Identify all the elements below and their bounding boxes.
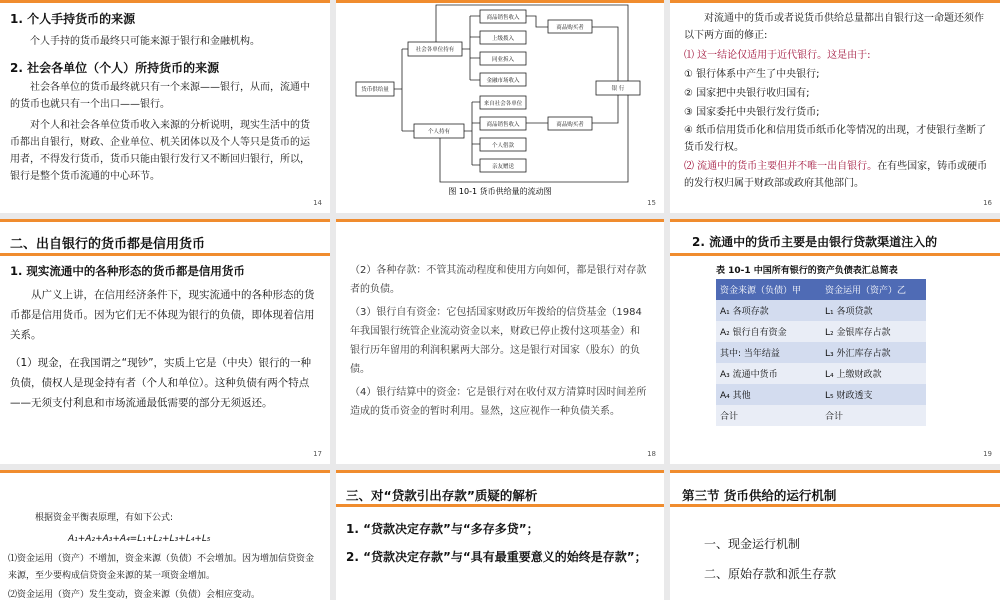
paragraph: ⑵资金运用（资产）发生变动，资金来源（负债）会相应变动。 — [8, 590, 261, 600]
list-item: 一、现金运行机制 — [704, 537, 801, 551]
paragraph: ⑴资金运用（资产）不增加，资金来源（负债）不会增加。因为增加信贷资金来源，至少要构成信贷资金来源的某一项资金增加。 — [8, 554, 315, 581]
list-item: 二、原始存款和派生存款 — [704, 567, 837, 581]
page-number: 14 — [313, 199, 322, 207]
node-p2: 商品销售收入 — [486, 122, 520, 128]
table-header: 资金运用（资产）乙 — [821, 279, 926, 300]
node-p5: 商品购买者 — [556, 122, 584, 128]
page-number: 18 — [647, 450, 656, 458]
page-number: 16 — [983, 199, 992, 207]
table-cell: 其中: 当年结益 — [716, 342, 821, 363]
node-person: 个人持有 — [427, 129, 451, 135]
point-2-red: ⑵ 流通中的货币主要但并不唯一出自银行。 — [684, 161, 878, 172]
money-supply-flow-diagram — [336, 0, 664, 213]
table-cell: A₂ 银行自有资金 — [716, 321, 821, 342]
node-p4: 亲友赠送 — [491, 164, 515, 170]
table-cell: A₃ 流通中货币 — [716, 363, 821, 384]
table-row — [716, 321, 926, 342]
node-p3: 个人借款 — [491, 143, 515, 149]
balance-sheet-table — [716, 279, 926, 426]
table-cell: L₂ 金银库存占款 — [821, 321, 926, 342]
page-number: 19 — [983, 450, 992, 458]
table-cell: L₁ 各项贷款 — [821, 300, 926, 321]
slide-21[interactable] — [336, 470, 664, 600]
point-2-rest: 在有些国家，铸币或硬币的发行权归属于财政部或政府其他部门。 — [684, 161, 988, 189]
intro-text: 根据资金平衡表原理，有如下公式: — [35, 513, 174, 523]
list-item: 1. “贷款决定存款”与“多存多贷”； — [346, 522, 539, 536]
node-bank: 银 行 — [611, 86, 625, 92]
point-1: ⑴ 这一结论仅适用于近代银行。这是由于: — [684, 50, 871, 61]
paragraph: 从广义上讲，在信用经济条件下，现实流通中的各种形态的货币都是信用货币。因为它们无不体现为银行的负债，即体现着信用关系。 — [10, 289, 315, 341]
paragraph: （3）银行自有资金：它包括国家财政历年拨给的信贷基金（1984 年我国银行统管企业流动资金以来，财政已停止拨付这项基金）和银行历年留用的利润积累两大部分。这是银行对国家（股东）的负债。 — [350, 307, 642, 375]
page-number: 17 — [313, 450, 322, 458]
table-cell: 合计 — [821, 405, 926, 426]
table-row — [716, 342, 926, 363]
slide-title: 2. 流通中的货币主要是由银行贷款渠道注入的 — [692, 235, 938, 249]
table-title: 表 10-1 中国所有银行的资产负债表汇总简表 — [716, 266, 898, 276]
title-divider — [670, 504, 1000, 507]
page-number: 15 — [647, 199, 656, 207]
slide-17[interactable] — [0, 219, 330, 464]
slide-14[interactable] — [0, 0, 330, 213]
table-header-row — [716, 279, 926, 300]
node-u3: 同业拆入 — [491, 57, 515, 63]
slide-20[interactable] — [0, 470, 330, 600]
slide-19[interactable] — [670, 219, 1000, 464]
table-cell: L₅ 财政透支 — [821, 384, 926, 405]
heading: 1. 现实流通中的各种形态的货币都是信用货币 — [10, 264, 245, 278]
table-row — [716, 300, 926, 321]
table-cell: L₄ 上缴财政款 — [821, 363, 926, 384]
slide-22[interactable] — [670, 470, 1000, 600]
paragraph: 对个人和社会各单位货币收入来源的分析说明，现实生活中的货币都出自银行，财政、企业单位、机关团体以及个人等只是货币的运用者，不得发行货币，货币只能由银行发行又不断回归银行，所以，银行是整个货币流通的中心环节。 — [10, 120, 310, 182]
point-1-2: ② 国家把中央银行收归国有; — [684, 88, 810, 99]
paragraph: 个人手持的货币最终只可能来源于银行和金融机构。 — [30, 36, 260, 47]
node-u2: 上级拨入 — [491, 36, 515, 42]
paragraph: （2）各种存款：不管其流动程度和使用方向如何，都是银行对存款者的负债。 — [350, 265, 647, 295]
point-1-4: ④ 纸币信用货币化和信用货币纸币化等情况的出现，才使银行垄断了货币发行权。 — [684, 125, 987, 153]
paragraph: （1）现金，在我国谓之“现钞”，实质上它是（中央）银行的一种负债，债权人是现金持有者（个人和单位）。这种负债有两个特点——无须支付利息和市场流通最低需要的部分无须返还。 — [10, 357, 312, 409]
node-u4: 金融市场收入 — [486, 78, 520, 84]
node-supply: 货币供给量 — [361, 87, 389, 93]
heading-personal-money: 1. 个人手持货币的来源 — [10, 12, 136, 26]
table-cell: A₁ 各项存款 — [716, 300, 821, 321]
slide-15[interactable] — [336, 0, 664, 213]
node-p1: 来自社会各单位 — [483, 101, 523, 107]
slide-title: 二、出自银行的货币都是信用货币 — [10, 237, 206, 252]
table-row — [716, 363, 926, 384]
node-unit: 社会各单位持有 — [415, 47, 455, 53]
table-header: 资金来源（负债）甲 — [716, 279, 821, 300]
paragraph: （4）银行结算中的资金：它是银行对在收付双方清算时因时间差所造成的货币资金的暂时利用。显然，这应视作一种负债关系。 — [350, 387, 647, 417]
title-divider — [336, 504, 664, 507]
table-cell: 合计 — [716, 405, 821, 426]
slide-title: 三、对“贷款引出存款”质疑的解析 — [346, 488, 538, 503]
node-u5: 商品购买者 — [556, 25, 584, 31]
point-2 — [684, 158, 988, 192]
point-1-3: ③ 国家委托中央银行发行货币; — [684, 107, 820, 118]
title-divider — [670, 253, 1000, 256]
table-cell: A₄ 其他 — [716, 384, 821, 405]
list-item: 2. “贷款决定存款”与“具有最重要意义的始终是存款”； — [346, 550, 647, 564]
table-row — [716, 384, 926, 405]
table-cell: L₃ 外汇库存占款 — [821, 342, 926, 363]
slide-16[interactable] — [670, 0, 1000, 213]
heading-unit-money: 2. 社会各单位（个人）所持货币的来源 — [10, 61, 220, 75]
slide-18[interactable] — [336, 219, 664, 464]
point-1-1: ① 银行体系中产生了中央银行; — [684, 69, 820, 80]
node-u1: 商品销售收入 — [486, 15, 520, 21]
title-divider — [0, 253, 330, 256]
table-row — [716, 405, 926, 426]
intro-text: 对流通中的货币或者说货币供给总量都出自银行这一命题还须作以下两方面的修正: — [684, 13, 984, 41]
formula: A₁+A₂+A₃+A₄=L₁+L₂+L₃+L₄+L₅ — [68, 534, 211, 544]
slide-title: 第三节 货币供给的运行机制 — [682, 488, 837, 503]
figure-caption: 图 10-1 货币供给量的流动图 — [448, 187, 552, 196]
paragraph: 社会各单位的货币最终就只有一个来源——银行，从而，流通中的货币也就只有一个出口——银行。 — [10, 82, 310, 110]
